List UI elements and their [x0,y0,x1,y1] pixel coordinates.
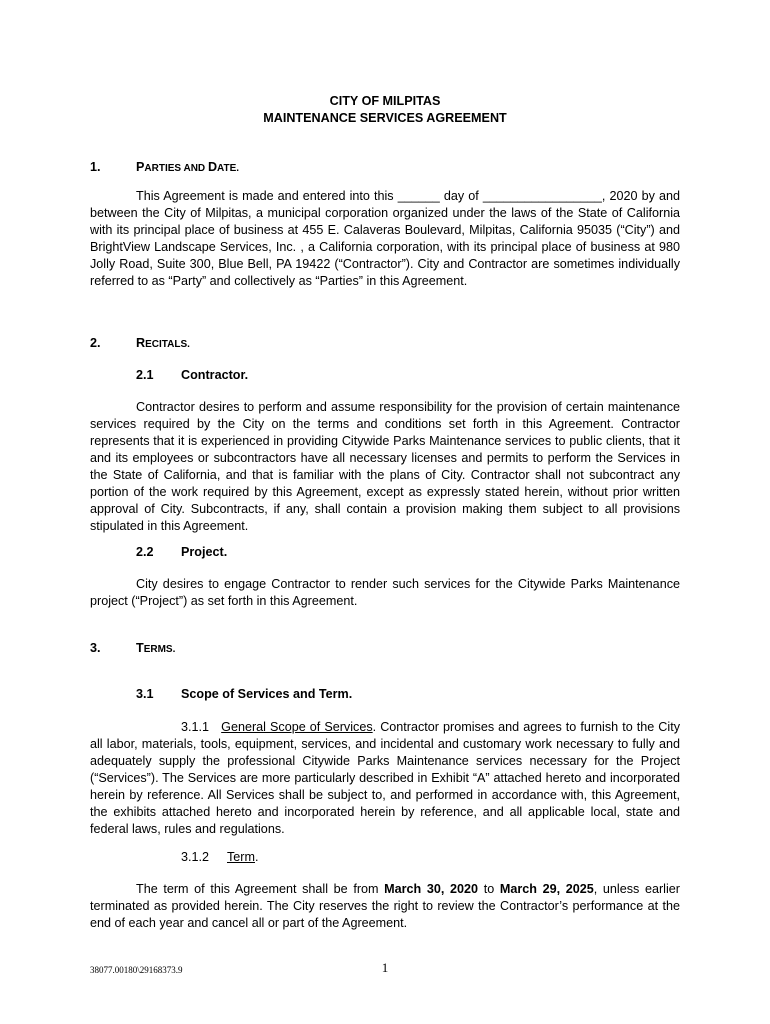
section-1-heading [90,160,239,174]
section-1-paragraph: This Agreement is made and entered into this ______ day of _________________, 2020 by and between the City of Milpitas, a municipal corporation organized under the laws of the State of California with its principal place of business at 455 E. Calaveras Boulevard, Milpitas, California 95035 (“City”) and BrightView Landscape Services, Inc. , a California corporation, with its principal place of business at 980 Jolly Road, Suite 300, Blue Bell, PA 19422 (“Contractor”). City and Contractor are sometimes individually referred to as “Party” and collectively as “Parties” in this Agreement. [90,189,680,288]
section-3-number: 3. [90,641,101,655]
item-3-1-1-heading: General Scope of Services [221,720,373,734]
term-text-mid: to [478,882,500,896]
subsection-3-1-heading [136,687,352,701]
item-3-1-1-number: 3.1.1 [181,720,210,734]
section-1-title-cap2: D [207,160,218,174]
subsection-2-1-heading [136,368,248,382]
subsection-2-2-heading [136,545,227,559]
item-3-1-2-title: Term [227,850,255,864]
item-3-1-2-number: 3.1.2 [181,850,210,864]
document-id: 38077.00180\29168373.9 [90,965,183,975]
subsection-2-2-paragraph: City desires to engage Contractor to render such services for the Citywide Parks Maintenance project (“Project”) as set forth in this Agreement. [90,577,680,608]
subsection-2-2-number: 2.2 [136,545,154,559]
section-1-title-sc2: ATE. [217,163,240,174]
item-3-1-2-paragraph [90,881,680,932]
section-3-title-sc: ERMS. [143,644,176,655]
page-number: 1 [381,960,389,975]
section-3-heading [90,641,175,655]
document-title-city: CITY OF MILPITAS [329,94,441,108]
subsection-3-1-number: 3.1 [136,687,154,701]
section-2-number: 2. [90,336,101,350]
term-start-date: March 30, 2020 [384,882,479,896]
section-2-title-sc: ECITALS. [145,339,190,350]
subsection-2-1-paragraph: Contractor desires to perform and assume responsibility for the provision of certain maintenance services required by the City on the terms and conditions set forth in this Agreement. Contractor represents that it is experienced in providing Citywide Parks Maintenance services to public clients, that it and its employees or subcontractors have all necessary licenses and permits to perform the Services in the State of California, and that is familiar with the plans of City. Contractor shall not subcontract any portion of the work required by this Agreement, except as expressly stated herein, without prior written approval of City. Subcontracts, if any, shall contain a provision making them subject to all provisions stipulated in this Agreement. [90,400,680,533]
item-3-1-1-text: . Contractor promises and agrees to furnish to the City all labor, materials, tools, equipment, services, and incidental and customary work necessary to fully and adequately supply the professional Citywide Parks Maintenance services necessary for the Project (“Services”). The Services are more particularly described in Exhibit “A” attached hereto and incorporated herein by reference. All Services shall be subject to, and performed in accordance with, this Agreement, the exhibits attached hereto and incorporated herein by reference, and all applicable local, state and federal laws, rules and regulations. [90,720,680,836]
item-3-1-1-paragraph [90,719,680,838]
term-text-start: The term of this Agreement shall be from [136,882,385,896]
section-3-title-cap: T [136,641,144,655]
subsection-2-2-title: Project. [181,545,228,559]
section-2-heading [90,336,190,350]
section-1-title-sc1: ARTIES AND [144,163,208,174]
subsection-2-1-number: 2.1 [136,368,154,382]
document-title-agreement: MAINTENANCE SERVICES AGREEMENT [263,111,507,125]
item-3-1-2-title-suffix: . [255,850,259,864]
section-1-title-cap1: P [136,160,145,174]
section-1-number: 1. [90,160,101,174]
item-3-1-2-heading [181,850,259,864]
term-text-end: , unless earlier terminated as provided herein. The City reserves the right to review the Contractor’s performance at the end of each year and cancel all or part of the Agreement. [90,882,680,930]
subsection-3-1-title: Scope of Services and Term. [181,687,353,701]
section-2-title-cap: R [136,336,146,350]
term-end-date: March 29, 2025 [499,882,594,896]
subsection-2-1-title: Contractor. [181,368,249,382]
